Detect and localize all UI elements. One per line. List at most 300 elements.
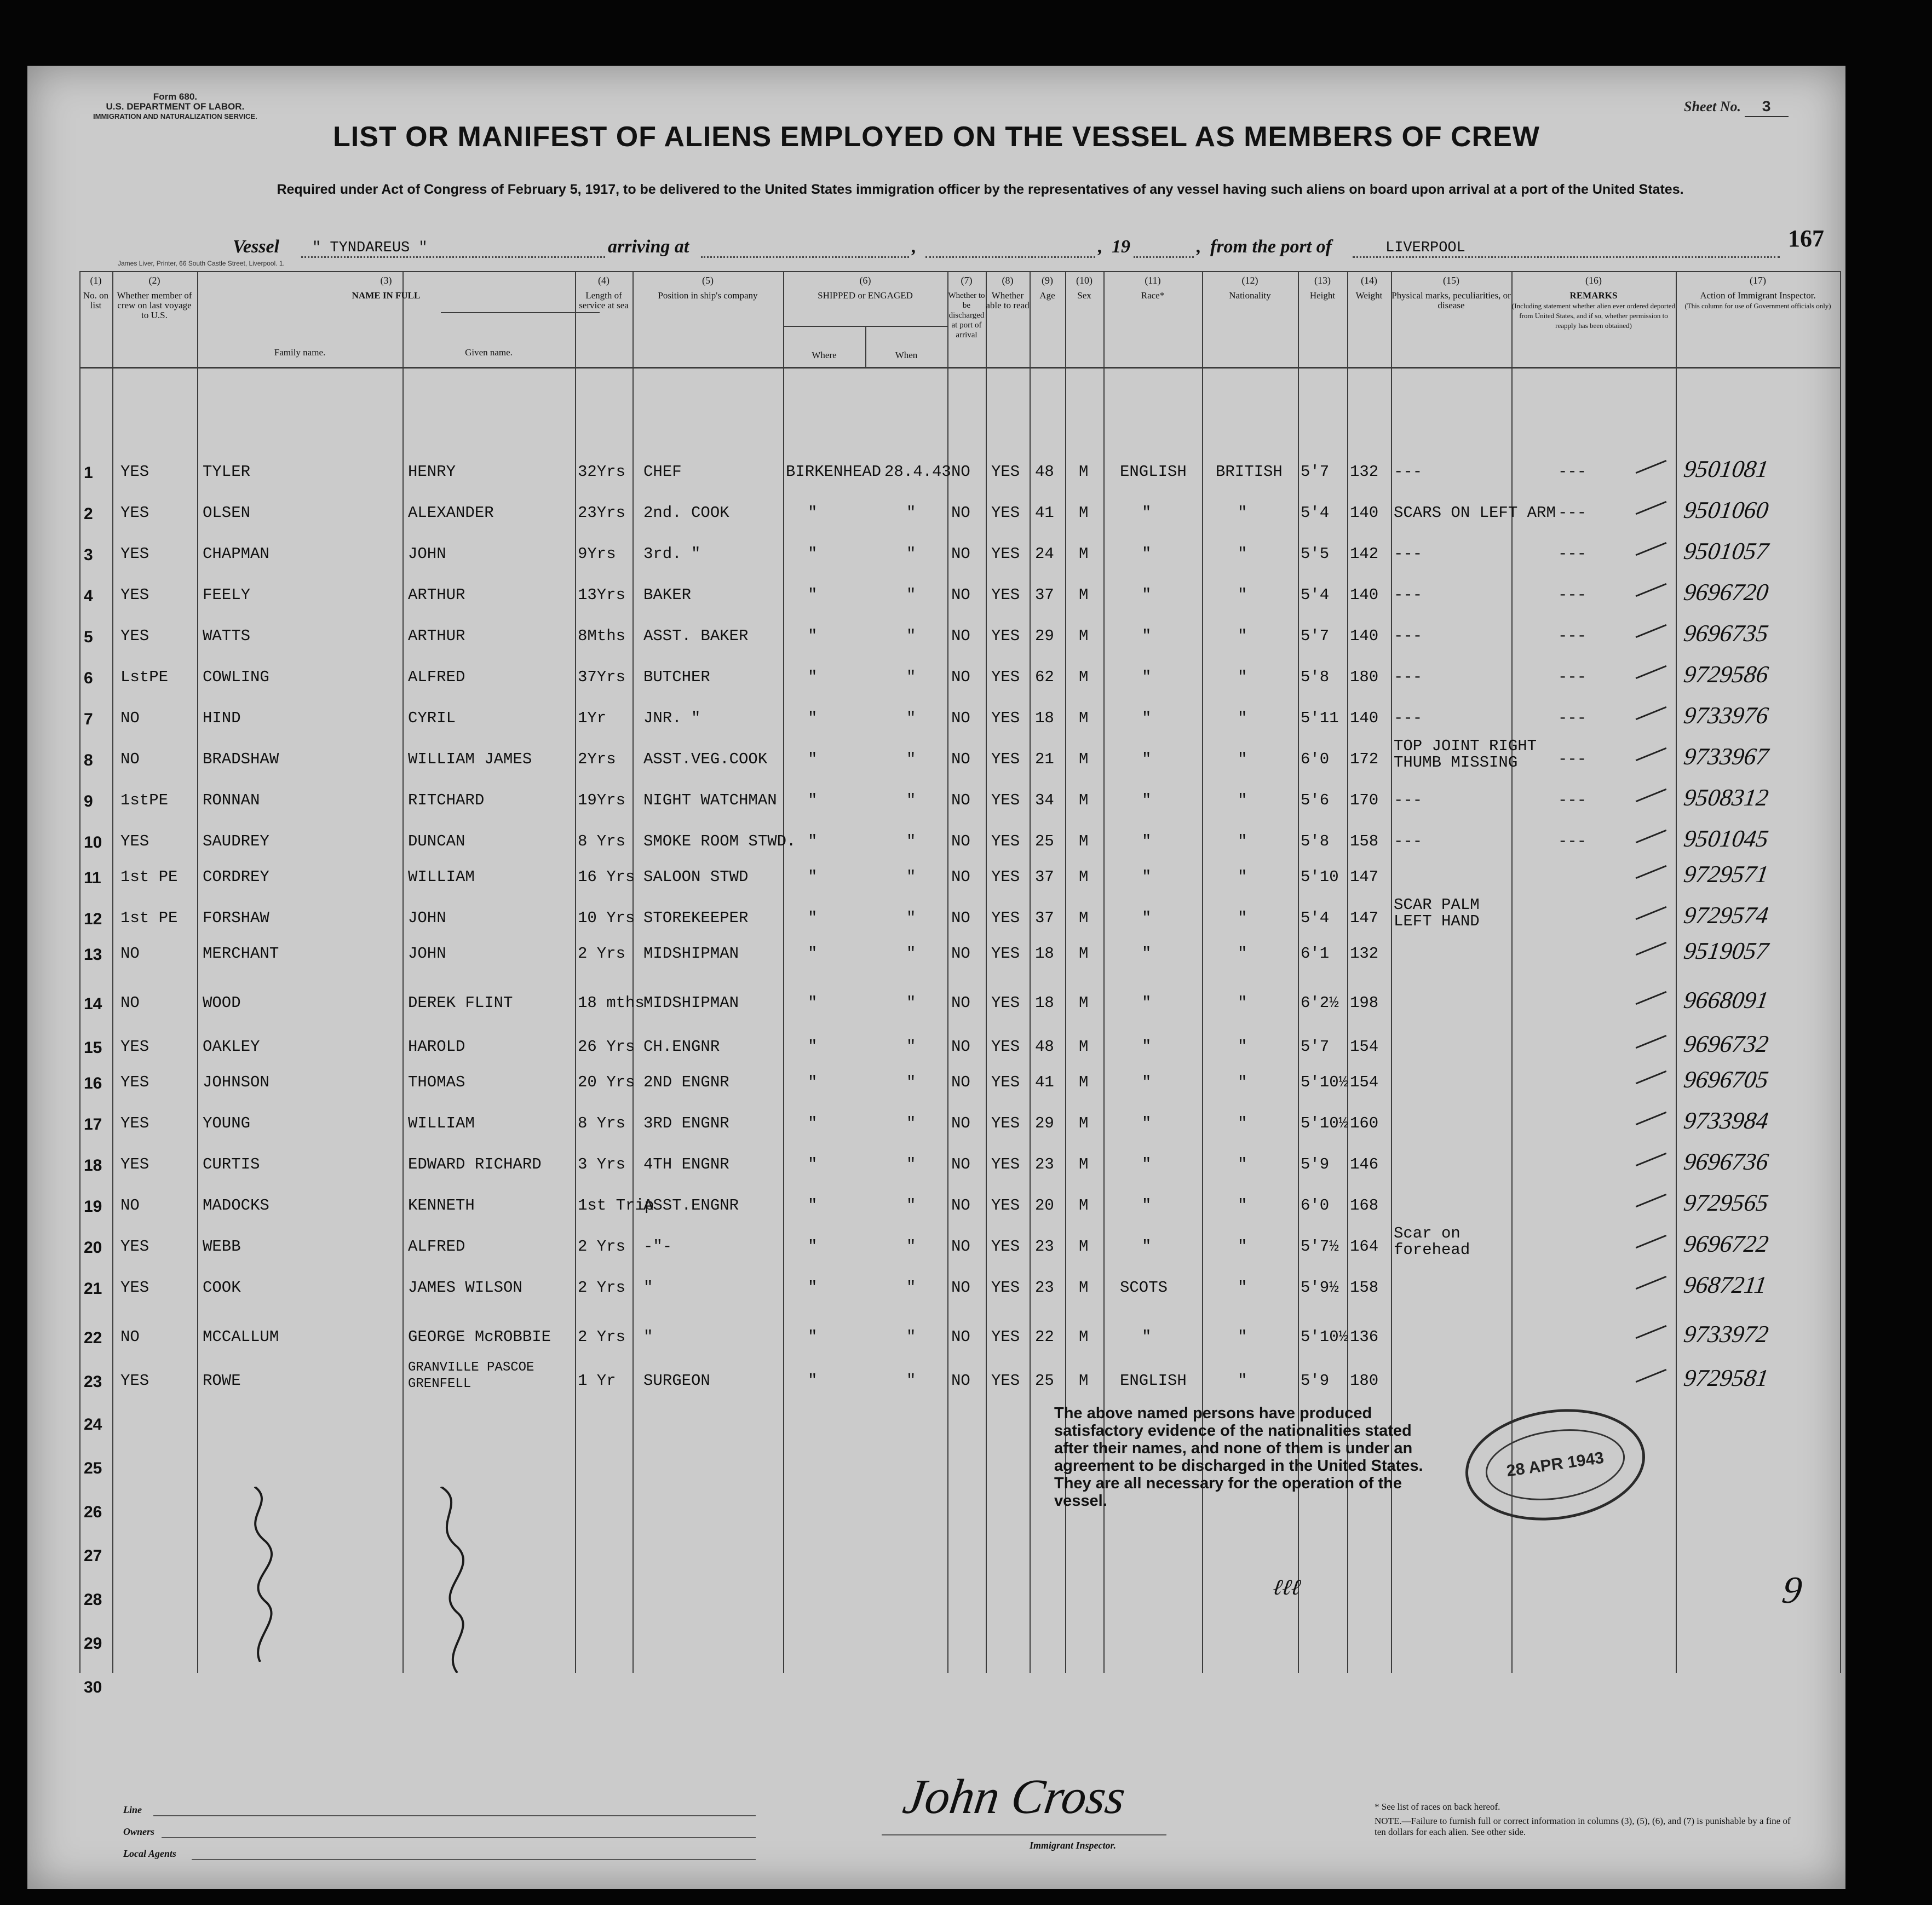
shipped-when-cell: " bbox=[906, 586, 916, 604]
sex-cell: M bbox=[1079, 545, 1089, 563]
remarks-cell: --- bbox=[1558, 545, 1587, 563]
sex-cell: M bbox=[1079, 1372, 1089, 1390]
inspector-action-number: 9501045 bbox=[1682, 825, 1770, 852]
discharge-cell: NO bbox=[951, 994, 970, 1012]
shipped-where-cell: " bbox=[808, 994, 818, 1012]
family-name-cell: HIND bbox=[203, 709, 241, 727]
check-mark-icon bbox=[1636, 747, 1667, 761]
able-to-read-cell: YES bbox=[991, 945, 1020, 963]
family-name-cell: WOOD bbox=[203, 994, 241, 1012]
weight-cell: 140 bbox=[1350, 504, 1379, 522]
height-cell: 5'5 bbox=[1301, 545, 1330, 563]
discharge-cell: NO bbox=[951, 1196, 970, 1215]
shipped-where-cell: " bbox=[808, 504, 818, 522]
sheet-number-label: Sheet No. bbox=[1684, 99, 1741, 114]
service-length-cell: 8 Yrs bbox=[578, 832, 626, 850]
given-name-cell: GRANVILLE PASCOE GRENFELL bbox=[408, 1360, 534, 1391]
given-name-cell: HAROLD bbox=[408, 1038, 465, 1056]
shipped-when-cell: " bbox=[906, 1114, 916, 1132]
service-length-cell: 1st Trip bbox=[578, 1196, 654, 1215]
nationality-cell: " bbox=[1238, 1238, 1247, 1256]
nationality-cell: " bbox=[1238, 709, 1247, 727]
given-name-cell: ALFRED bbox=[408, 1238, 465, 1256]
last-voyage-cell: 1stPE bbox=[120, 791, 169, 809]
discharge-cell: NO bbox=[951, 1328, 970, 1346]
vessel-line: Vessel " TYNDAREUS " arriving at , , 19 , from the port of LIVERPOOL bbox=[27, 237, 1845, 258]
discharge-cell: NO bbox=[951, 1073, 970, 1091]
shipped-when-cell: " bbox=[906, 1328, 916, 1346]
sex-cell: M bbox=[1079, 909, 1089, 927]
shipped-when-cell: " bbox=[906, 627, 916, 645]
last-voyage-cell: YES bbox=[120, 1073, 150, 1091]
shipped-where-cell: " bbox=[808, 832, 818, 850]
shipped-where-cell: " bbox=[808, 909, 818, 927]
able-to-read-cell: YES bbox=[991, 868, 1020, 886]
sheet-number-value: 3 bbox=[1745, 99, 1789, 117]
able-to-read-cell: YES bbox=[991, 668, 1020, 686]
last-voyage-cell: 1st PE bbox=[120, 909, 178, 927]
able-to-read-cell: YES bbox=[991, 832, 1020, 850]
check-mark-icon bbox=[1636, 1194, 1667, 1207]
shipped-where-cell: " bbox=[808, 1196, 818, 1215]
last-voyage-cell: NO bbox=[120, 1196, 140, 1215]
vessel-name: " TYNDAREUS " bbox=[312, 240, 428, 256]
service-length-cell: 20 Yrs bbox=[578, 1073, 635, 1091]
last-voyage-cell: YES bbox=[120, 1372, 150, 1390]
service-length-cell: 1 Yr bbox=[578, 1372, 616, 1390]
inspector-action-number: 9668091 bbox=[1682, 987, 1770, 1014]
form-number: Form 680. bbox=[153, 91, 198, 102]
position-cell: 4TH ENGNR bbox=[643, 1155, 729, 1173]
nationality-cell: " bbox=[1238, 832, 1247, 850]
check-mark-icon bbox=[1636, 991, 1667, 1005]
crew-table bbox=[79, 271, 1840, 1695]
line-label: Line bbox=[123, 1804, 142, 1815]
service-length-cell: 2 Yrs bbox=[578, 1279, 626, 1297]
shipped-when-cell: " bbox=[906, 868, 916, 886]
check-mark-icon bbox=[1636, 1112, 1667, 1125]
vessel-label: Vessel bbox=[233, 237, 279, 257]
last-voyage-cell: YES bbox=[120, 1238, 150, 1256]
shipped-when-cell: " bbox=[906, 909, 916, 927]
row-number: 23 bbox=[84, 1373, 102, 1391]
able-to-read-cell: YES bbox=[991, 791, 1020, 809]
service-length-cell: 8Mths bbox=[578, 627, 626, 645]
sex-cell: M bbox=[1079, 994, 1089, 1012]
height-cell: 5'10½ bbox=[1301, 1328, 1349, 1346]
shipped-where-cell: " bbox=[808, 1238, 818, 1256]
check-mark-icon bbox=[1636, 501, 1667, 515]
given-name-cell: JAMES WILSON bbox=[408, 1279, 522, 1297]
position-cell: JNR. " bbox=[643, 709, 701, 727]
family-name-cell: WATTS bbox=[203, 627, 251, 645]
inspector-action-number: 9501081 bbox=[1682, 456, 1770, 482]
discharge-cell: NO bbox=[951, 868, 970, 886]
sex-cell: M bbox=[1079, 791, 1089, 809]
given-name-cell: WILLIAM bbox=[408, 868, 475, 886]
nationality-cell: " bbox=[1238, 586, 1247, 604]
shipped-where-cell: " bbox=[808, 1114, 818, 1132]
able-to-read-cell: YES bbox=[991, 750, 1020, 768]
header-given-name: Given name. bbox=[465, 347, 513, 358]
position-cell: STOREKEEPER bbox=[643, 909, 749, 927]
inspector-action-number: 9696735 bbox=[1682, 620, 1770, 647]
remarks-cell: --- bbox=[1558, 750, 1587, 768]
position-cell: " bbox=[643, 1328, 653, 1346]
footnotes bbox=[1375, 1802, 1802, 1838]
age-cell: 23 bbox=[1035, 1279, 1054, 1297]
shipped-when-cell: " bbox=[906, 1038, 916, 1056]
inspector-action-number: 9733967 bbox=[1682, 743, 1770, 770]
nationality-cell: " bbox=[1238, 1155, 1247, 1173]
race-cell: " bbox=[1142, 1073, 1152, 1091]
given-name-cell: ARTHUR bbox=[408, 586, 465, 604]
sex-cell: M bbox=[1079, 504, 1089, 522]
given-name-cell: EDWARD RICHARD bbox=[408, 1155, 542, 1173]
position-cell: MIDSHIPMAN bbox=[643, 945, 739, 963]
age-cell: 20 bbox=[1035, 1196, 1054, 1215]
race-cell: " bbox=[1142, 791, 1152, 809]
given-name-cell: WILLIAM JAMES bbox=[408, 750, 532, 768]
weight-cell: 147 bbox=[1350, 868, 1379, 886]
race-cell: " bbox=[1142, 1038, 1152, 1056]
shipped-when-cell: " bbox=[906, 1279, 916, 1297]
nationality-cell: " bbox=[1238, 1372, 1247, 1390]
sex-cell: M bbox=[1079, 1328, 1089, 1346]
given-name-cell: KENNETH bbox=[408, 1196, 475, 1215]
manifest-sheet bbox=[27, 66, 1845, 1889]
shipped-when-cell: " bbox=[906, 945, 916, 963]
department-name: U.S. DEPARTMENT OF LABOR. bbox=[106, 101, 245, 112]
row-number: 20 bbox=[84, 1239, 102, 1257]
position-cell: CH.ENGNR bbox=[643, 1038, 720, 1056]
able-to-read-cell: YES bbox=[991, 994, 1020, 1012]
family-name-cell: MCCALLUM bbox=[203, 1328, 279, 1346]
sex-cell: M bbox=[1079, 463, 1089, 481]
check-mark-icon bbox=[1636, 1325, 1667, 1339]
position-cell: NIGHT WATCHMAN bbox=[643, 791, 777, 809]
printer-imprint: James Liver, Printer, 66 South Castle Street, Liverpool. 1. bbox=[118, 260, 285, 267]
weight-cell: 154 bbox=[1350, 1038, 1379, 1056]
height-cell: 5'4 bbox=[1301, 504, 1330, 522]
shipped-where-cell: " bbox=[808, 1155, 818, 1173]
shipped-when-cell: " bbox=[906, 832, 916, 850]
nationality-cell: " bbox=[1238, 1073, 1247, 1091]
inspector-action-number: 9729586 bbox=[1682, 661, 1770, 688]
given-name-cell: JOHN bbox=[408, 909, 446, 927]
height-cell: 5'8 bbox=[1301, 668, 1330, 686]
discharge-cell: NO bbox=[951, 709, 970, 727]
shipped-when-cell: " bbox=[906, 504, 916, 522]
row-number: 18 bbox=[84, 1156, 102, 1175]
last-voyage-cell: YES bbox=[120, 1279, 150, 1297]
header-physical-marks: (15) Physical marks, peculiarities, or disease bbox=[1392, 275, 1511, 310]
row-number: 7 bbox=[84, 710, 93, 728]
given-name-cell: RITCHARD bbox=[408, 791, 485, 809]
races-note: * See list of races on back hereof. bbox=[1375, 1802, 1500, 1812]
race-cell: " bbox=[1142, 1196, 1152, 1215]
physical-marks-cell: --- bbox=[1394, 832, 1423, 850]
check-mark-icon bbox=[1636, 1235, 1667, 1248]
inspector-action-number: 9733972 bbox=[1682, 1321, 1770, 1348]
given-name-cell: JOHN bbox=[408, 545, 446, 563]
height-cell: 5'10 bbox=[1301, 868, 1339, 886]
height-cell: 5'11 bbox=[1301, 709, 1339, 727]
height-cell: 5'8 bbox=[1301, 832, 1330, 850]
height-cell: 5'4 bbox=[1301, 586, 1330, 604]
sex-cell: M bbox=[1079, 1238, 1089, 1256]
position-cell: 3rd. " bbox=[643, 545, 701, 563]
service-length-cell: 8 Yrs bbox=[578, 1114, 626, 1132]
shipped-where-cell: " bbox=[808, 1038, 818, 1056]
empty-row-number: 25 bbox=[84, 1459, 102, 1477]
service-length-cell: 1Yr bbox=[578, 709, 607, 727]
last-voyage-cell: YES bbox=[120, 1114, 150, 1132]
shipped-when-cell: " bbox=[906, 668, 916, 686]
remarks-cell: --- bbox=[1558, 463, 1587, 481]
row-number: 21 bbox=[84, 1280, 102, 1298]
header-inspector-action: (17) Action of Immigrant Inspector. (This column for use of Government officials only) bbox=[1684, 275, 1831, 310]
last-voyage-cell: YES bbox=[120, 627, 150, 645]
inspector-action-number: 9687211 bbox=[1682, 1271, 1769, 1298]
age-cell: 25 bbox=[1035, 832, 1054, 850]
empty-row-number: 30 bbox=[84, 1678, 102, 1696]
physical-marks-cell: SCARS ON LEFT ARM bbox=[1394, 504, 1556, 522]
sex-cell: M bbox=[1079, 1196, 1089, 1215]
row-number: 6 bbox=[84, 669, 93, 687]
age-cell: 48 bbox=[1035, 1038, 1054, 1056]
height-cell: 5'6 bbox=[1301, 791, 1330, 809]
remarks-cell: --- bbox=[1558, 709, 1587, 727]
age-cell: 29 bbox=[1035, 1114, 1054, 1132]
inspector-label: Immigrant Inspector. bbox=[1030, 1840, 1117, 1851]
remarks-cell: --- bbox=[1558, 668, 1587, 686]
nationality-cell: " bbox=[1238, 668, 1247, 686]
family-name-cell: OAKLEY bbox=[203, 1038, 260, 1056]
sex-cell: M bbox=[1079, 1114, 1089, 1132]
given-name-cell: DEREK FLINT bbox=[408, 994, 513, 1012]
shipped-where-cell: " bbox=[808, 791, 818, 809]
row-number: 19 bbox=[84, 1198, 102, 1216]
nationality-cell: " bbox=[1238, 791, 1247, 809]
age-cell: 25 bbox=[1035, 1372, 1054, 1390]
position-cell: 2ND ENGNR bbox=[643, 1073, 729, 1091]
service-length-cell: 19Yrs bbox=[578, 791, 626, 809]
check-mark-icon bbox=[1636, 1369, 1667, 1383]
service-length-cell: 2Yrs bbox=[578, 750, 616, 768]
shipped-when-cell: " bbox=[906, 994, 916, 1012]
able-to-read-cell: YES bbox=[991, 1155, 1020, 1173]
sex-cell: M bbox=[1079, 1038, 1089, 1056]
weight-cell: 146 bbox=[1350, 1155, 1379, 1173]
service-name: IMMIGRATION AND NATURALIZATION SERVICE. bbox=[93, 112, 257, 120]
age-cell: 29 bbox=[1035, 627, 1054, 645]
race-cell: " bbox=[1142, 627, 1152, 645]
able-to-read-cell: YES bbox=[991, 545, 1020, 563]
header-read: (8) Whether able to read bbox=[986, 275, 1030, 310]
weight-cell: 164 bbox=[1350, 1238, 1379, 1256]
row-number: 17 bbox=[84, 1115, 102, 1133]
header-shipped: (6) SHIPPED or ENGAGED bbox=[818, 275, 913, 301]
family-name-cell: MADOCKS bbox=[203, 1196, 269, 1215]
physical-marks-cell: --- bbox=[1394, 791, 1423, 809]
shipped-when-cell: " bbox=[906, 545, 916, 563]
given-name-cell: WILLIAM bbox=[408, 1114, 475, 1132]
shipped-when-cell: " bbox=[906, 1155, 916, 1173]
inspector-action-number: 9696705 bbox=[1682, 1066, 1770, 1093]
age-cell: 18 bbox=[1035, 994, 1054, 1012]
age-cell: 23 bbox=[1035, 1238, 1054, 1256]
service-length-cell: 16 Yrs bbox=[578, 868, 635, 886]
able-to-read-cell: YES bbox=[991, 709, 1020, 727]
race-cell: " bbox=[1142, 945, 1152, 963]
sheet-number-field bbox=[1684, 99, 1789, 117]
age-cell: 41 bbox=[1035, 1073, 1054, 1091]
physical-marks-cell: --- bbox=[1394, 586, 1423, 604]
discharge-cell: NO bbox=[951, 1114, 970, 1132]
shipped-where-cell: " bbox=[808, 627, 818, 645]
empty-row-number: 26 bbox=[84, 1503, 102, 1521]
height-cell: 5'4 bbox=[1301, 909, 1330, 927]
shipped-when-cell: " bbox=[906, 1238, 916, 1256]
age-cell: 22 bbox=[1035, 1328, 1054, 1346]
last-voyage-cell: YES bbox=[120, 1155, 150, 1173]
inspector-action-number: 9729571 bbox=[1682, 861, 1770, 888]
able-to-read-cell: YES bbox=[991, 586, 1020, 604]
empty-row-number: 24 bbox=[84, 1415, 102, 1434]
row-number: 4 bbox=[84, 587, 93, 605]
arriving-label: arriving at bbox=[608, 237, 689, 257]
position-cell: BAKER bbox=[643, 586, 692, 604]
shipped-where-cell: " bbox=[808, 750, 818, 768]
family-name-cell: CURTIS bbox=[203, 1155, 260, 1173]
nationality-cell: " bbox=[1238, 750, 1247, 768]
physical-marks-cell: TOP JOINT RIGHT THUMB MISSING bbox=[1394, 737, 1537, 772]
given-name-cell: THOMAS bbox=[408, 1073, 465, 1091]
family-name-cell: SAUDREY bbox=[203, 832, 269, 850]
family-name-cell: FORSHAW bbox=[203, 909, 269, 927]
inspector-action-number: 9729565 bbox=[1682, 1189, 1770, 1216]
position-cell: 2nd. COOK bbox=[643, 504, 729, 522]
service-length-cell: 26 Yrs bbox=[578, 1038, 635, 1056]
nationality-cell: BRITISH bbox=[1216, 463, 1283, 481]
header-remarks: (16) REMARKS (Including statement whether alien ever ordered deported from United States, and if so, whether permission to reapply has been obtained) bbox=[1511, 275, 1676, 330]
weight-cell: 147 bbox=[1350, 909, 1379, 927]
weight-cell: 172 bbox=[1350, 750, 1379, 768]
header-nationality: (12) Nationality bbox=[1229, 275, 1271, 301]
owners-label: Owners bbox=[123, 1826, 155, 1837]
page-title: LIST OR MANIFEST OF ALIENS EMPLOYED ON THE VESSEL AS MEMBERS OF CREW bbox=[333, 121, 1540, 153]
height-cell: 5'7 bbox=[1301, 1038, 1330, 1056]
height-cell: 5'10½ bbox=[1301, 1114, 1349, 1132]
sex-cell: M bbox=[1079, 1073, 1089, 1091]
header-service: (4) Length of service at sea bbox=[579, 275, 629, 310]
height-cell: 6'1 bbox=[1301, 945, 1330, 963]
family-name-cell: CHAPMAN bbox=[203, 545, 269, 563]
service-length-cell: 9Yrs bbox=[578, 545, 616, 563]
weight-cell: 198 bbox=[1350, 994, 1379, 1012]
physical-marks-cell: SCAR PALM LEFT HAND bbox=[1394, 896, 1480, 930]
service-length-cell: 10 Yrs bbox=[578, 909, 635, 927]
discharge-cell: NO bbox=[951, 1038, 970, 1056]
nationality-cell: " bbox=[1238, 504, 1247, 522]
able-to-read-cell: YES bbox=[991, 627, 1020, 645]
shipped-where-cell: " bbox=[808, 1073, 818, 1091]
nationality-cell: " bbox=[1238, 909, 1247, 927]
shipped-where-cell: " bbox=[808, 545, 818, 563]
inspector-signature: John Cross bbox=[900, 1770, 1129, 1824]
weight-cell: 132 bbox=[1350, 945, 1379, 963]
height-cell: 6'0 bbox=[1301, 1196, 1330, 1215]
age-cell: 34 bbox=[1035, 791, 1054, 809]
given-name-cell: HENRY bbox=[408, 463, 456, 481]
header-age: (9) Age bbox=[1039, 275, 1055, 301]
fine-note: NOTE.—Failure to furnish full or correct information in columns (3), (5), (6), and (7) is punishable by a fine of ten dollars for each alien. See other side. bbox=[1375, 1816, 1791, 1837]
family-name-cell: MERCHANT bbox=[203, 945, 279, 963]
sex-cell: M bbox=[1079, 832, 1089, 850]
discharge-cell: NO bbox=[951, 463, 970, 481]
last-voyage-cell: YES bbox=[120, 463, 150, 481]
physical-marks-cell: --- bbox=[1394, 545, 1423, 563]
sex-cell: M bbox=[1079, 586, 1089, 604]
height-cell: 6'2½ bbox=[1301, 994, 1339, 1012]
race-cell: " bbox=[1142, 994, 1152, 1012]
last-voyage-cell: NO bbox=[120, 945, 140, 963]
check-mark-icon bbox=[1636, 460, 1667, 474]
discharge-cell: NO bbox=[951, 586, 970, 604]
shipped-where-cell: " bbox=[808, 868, 818, 886]
able-to-read-cell: YES bbox=[991, 1279, 1020, 1297]
discharge-cell: NO bbox=[951, 750, 970, 768]
shipped-where-cell: " bbox=[808, 1372, 818, 1390]
discharge-cell: NO bbox=[951, 909, 970, 927]
race-cell: " bbox=[1142, 709, 1152, 727]
height-cell: 5'9 bbox=[1301, 1372, 1330, 1390]
header-no: (1) No. on list bbox=[83, 275, 109, 310]
check-mark-icon bbox=[1636, 942, 1667, 956]
remarks-cell: --- bbox=[1558, 586, 1587, 604]
shipped-when-cell: " bbox=[906, 791, 916, 809]
race-cell: SCOTS bbox=[1120, 1279, 1168, 1297]
port-name: LIVERPOOL bbox=[1385, 240, 1465, 256]
row-number: 1 bbox=[84, 464, 93, 482]
race-cell: " bbox=[1142, 832, 1152, 850]
header-where: Where bbox=[812, 350, 837, 360]
inspector-action-number: 9696720 bbox=[1682, 579, 1770, 606]
last-voyage-cell: YES bbox=[120, 1038, 150, 1056]
margin-mark: 9 bbox=[1779, 1569, 1805, 1612]
family-name-cell: FEELY bbox=[203, 586, 251, 604]
nationality-cell: " bbox=[1238, 1114, 1247, 1132]
age-cell: 21 bbox=[1035, 750, 1054, 768]
remarks-cell: --- bbox=[1558, 627, 1587, 645]
service-length-cell: 13Yrs bbox=[578, 586, 626, 604]
race-cell: " bbox=[1142, 545, 1152, 563]
weight-cell: 132 bbox=[1350, 463, 1379, 481]
position-cell: MIDSHIPMAN bbox=[643, 994, 739, 1012]
nationality-cell: " bbox=[1238, 994, 1247, 1012]
given-name-cell: CYRIL bbox=[408, 709, 456, 727]
from-port-label: from the port of bbox=[1210, 237, 1332, 257]
service-length-cell: 2 Yrs bbox=[578, 1238, 626, 1256]
able-to-read-cell: YES bbox=[991, 909, 1020, 927]
able-to-read-cell: YES bbox=[991, 504, 1020, 522]
row-number: 3 bbox=[84, 546, 93, 564]
position-cell: SURGEON bbox=[643, 1372, 710, 1390]
age-cell: 37 bbox=[1035, 909, 1054, 927]
page-number: 167 bbox=[1788, 225, 1824, 252]
row-number: 5 bbox=[84, 628, 93, 646]
